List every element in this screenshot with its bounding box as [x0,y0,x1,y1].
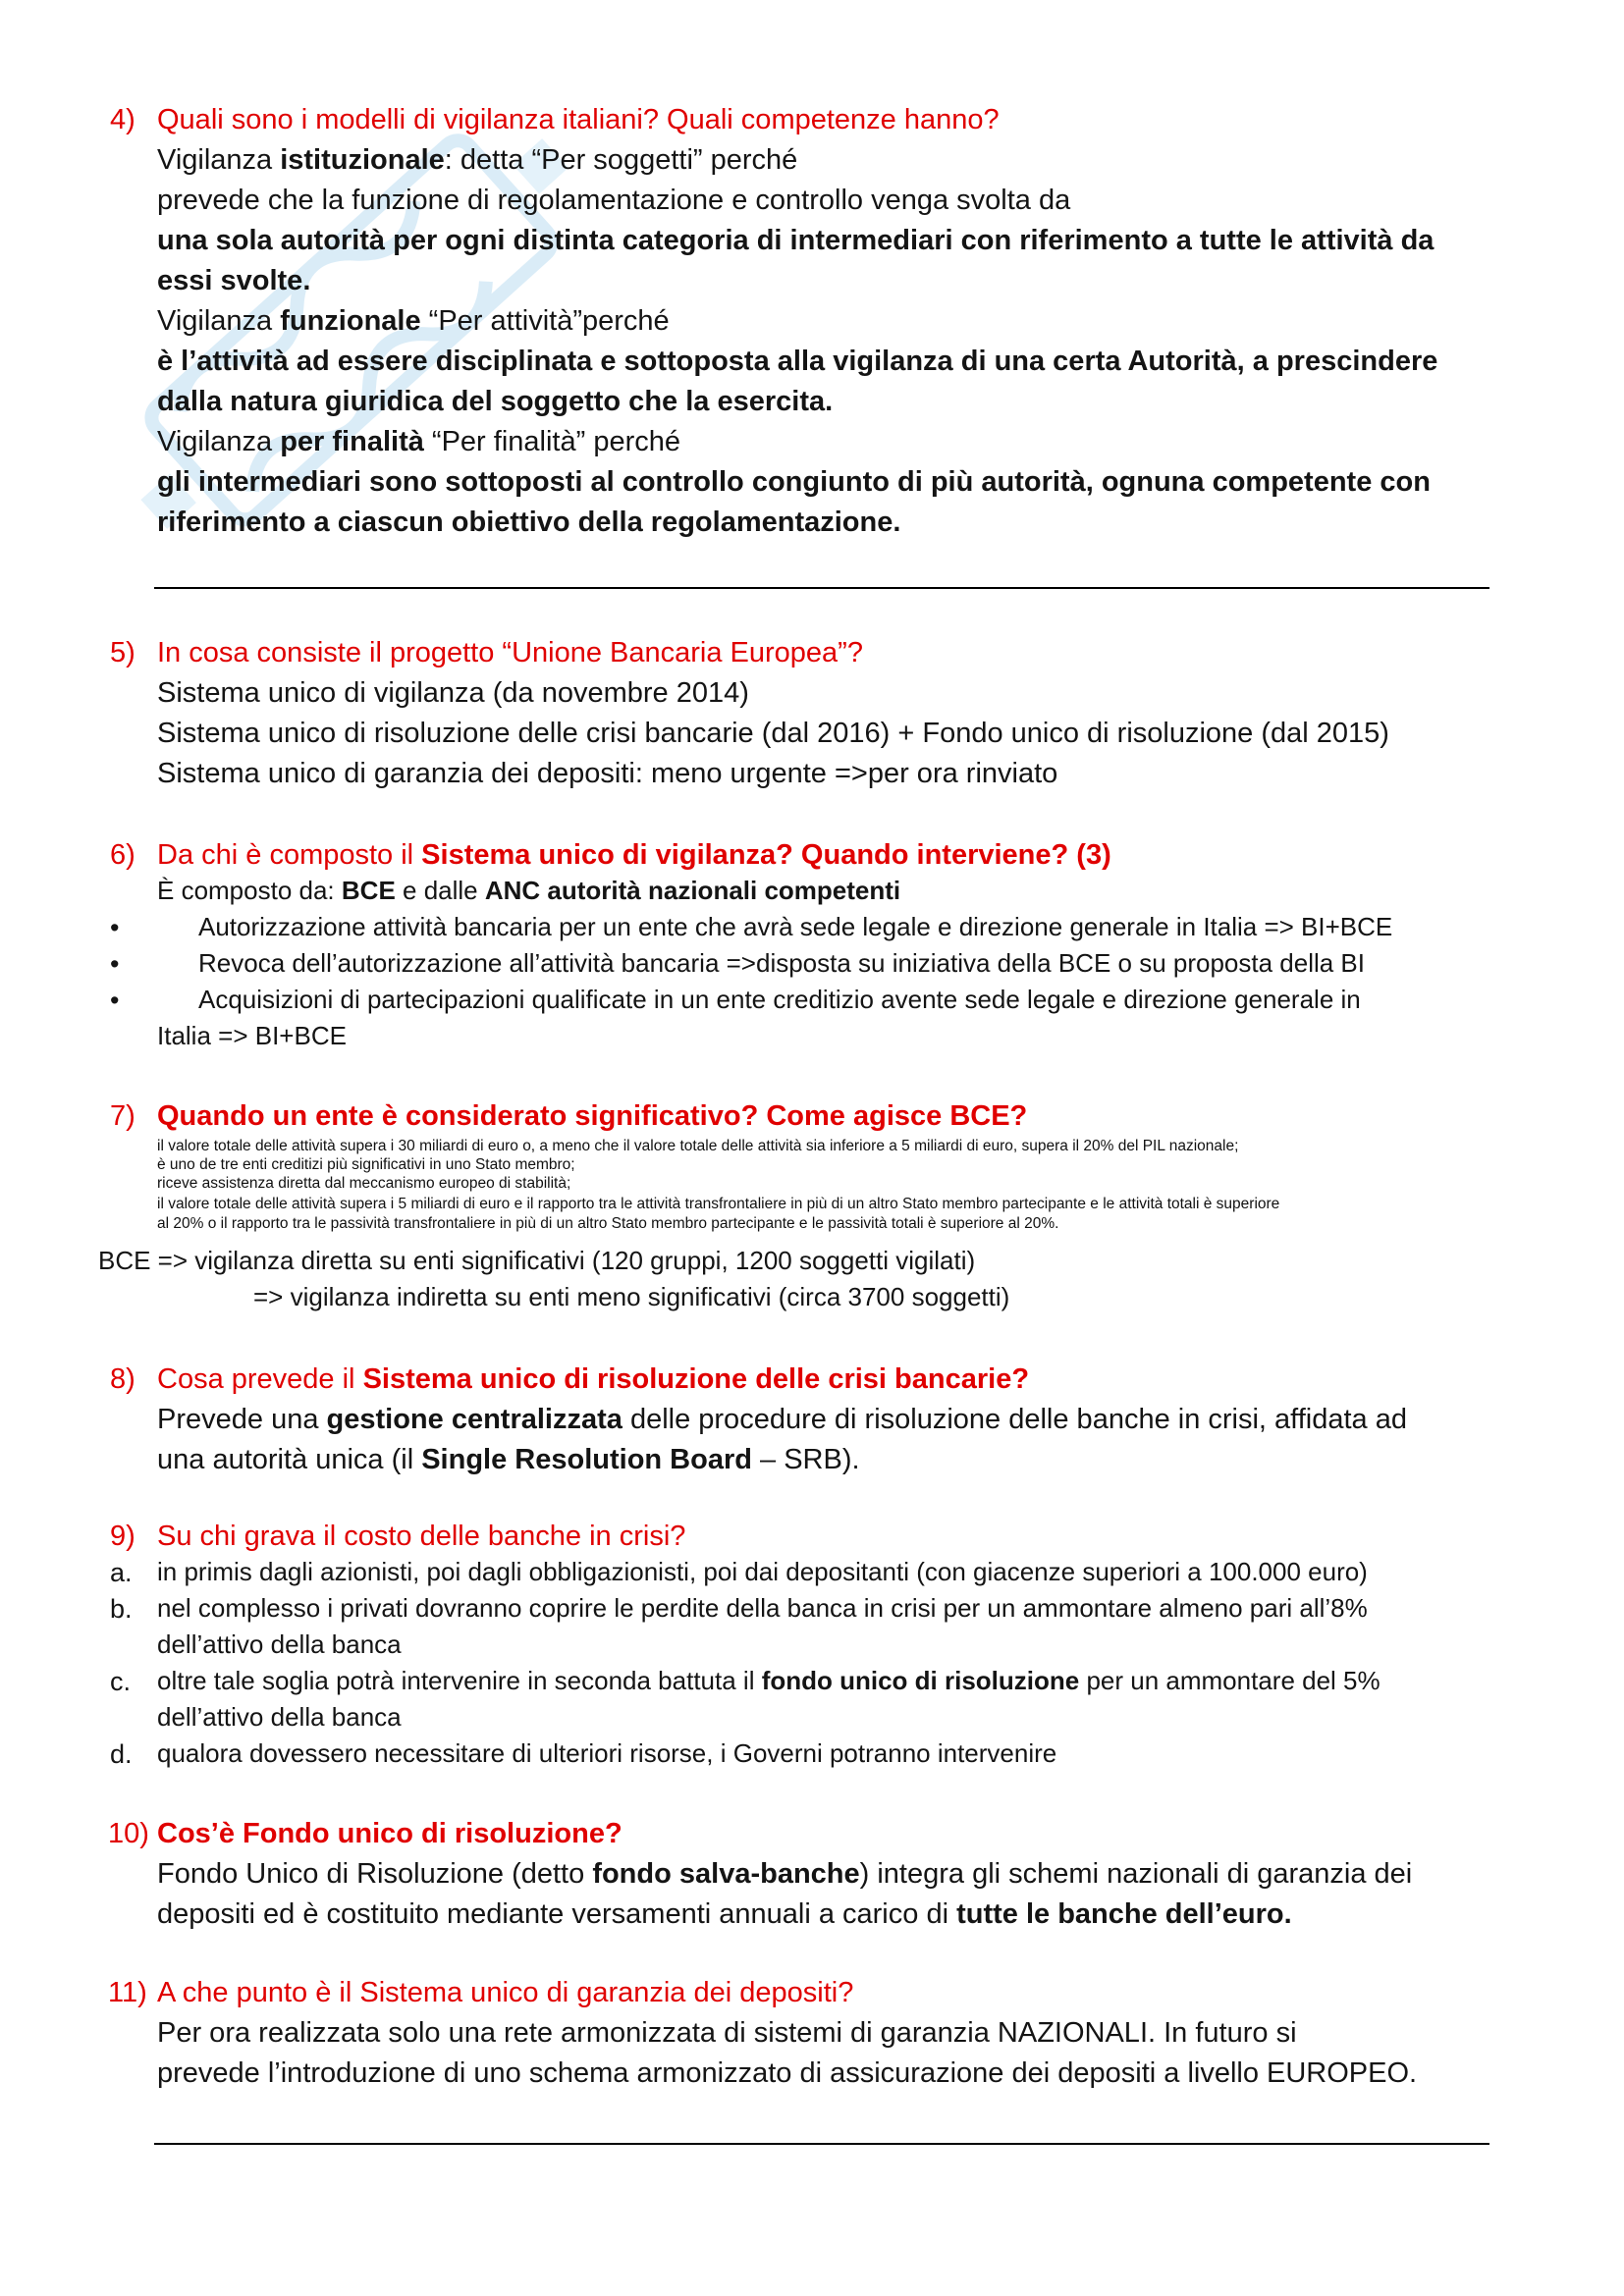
list-item: in primis dagli azionisti, poi dagli obbligazionisti, poi dai depositanti (con giacenze superiori a 100.000 euro) [157,1557,1368,1586]
list-item: qualora dovessero necessitare di ulteriori risorse, i Governi potranno intervenire [157,1738,1057,1768]
list-item: oltre tale soglia potrà intervenire in seconda battuta il fondo unico di risoluzione per un ammontare del 5% [157,1666,1380,1695]
question-number: 10) [108,1818,149,1849]
list-marker: a. [110,1558,133,1587]
question-heading: In cosa consiste il progetto “Unione Bancaria Europea”? [157,637,863,668]
paragraph-line: Vigilanza istituzionale: detta “Per soggetti” perché [157,144,798,176]
question-heading: Su chi grava il costo delle banche in crisi? [157,1521,686,1552]
paragraph-line: una autorità unica (il Single Resolution Board – SRB). [157,1444,860,1475]
bullet-item-continuation: Italia => BI+BCE [157,1021,347,1050]
criteria-line: è uno de tre enti creditizi più significativi in uno Stato membro; [157,1156,575,1173]
bullet-item: Revoca dell’autorizzazione all’attività bancaria =>disposta su iniziativa della BCE o su proposta della BI [198,948,1366,978]
question-number: 9) [110,1521,135,1552]
paragraph-line: gli intermediari sono sottoposti al controllo congiunto di più autorità, ognuna competente con [157,466,1431,498]
question-heading: Quali sono i modelli di vigilanza italiani? Quali competenze hanno? [157,104,1000,135]
question-heading: Da chi è composto il Sistema unico di vigilanza? Quando interviene? (3) [157,839,1111,871]
question-number: 5) [110,637,135,668]
question-heading: Cosa prevede il Sistema unico di risoluzione delle crisi bancarie? [157,1363,1030,1395]
bullet-marker: • [110,949,120,979]
paragraph-line: Vigilanza funzionale “Per attività”perché [157,305,670,337]
paragraph-line: Sistema unico di garanzia dei depositi: meno urgente =>per ora rinviato [157,758,1058,789]
paragraph-line: prevede che la funzione di regolamentazione e controllo venga svolta da [157,185,1071,216]
paragraph-line: è l’attività ad essere disciplinata e sottoposta alla vigilanza di una certa Autorità, a prescindere [157,346,1438,377]
criteria-line: al 20% o il rapporto tra le passività transfrontaliere in più di un altro Stato membro partecipante e le passività totali è superiore al 20%. [157,1215,1059,1232]
paragraph-line: È composto da: BCE e dalle ANC autorità nazionali competenti [157,876,901,905]
paragraph-line: Prevede una gestione centralizzata delle procedure di risoluzione delle banche in crisi, affidata ad [157,1404,1407,1435]
paragraph-line: Per ora realizzata solo una rete armonizzata di sistemi di garanzia NAZIONALI. In futuro si [157,2017,1297,2049]
question-number: 8) [110,1363,135,1395]
criteria-line: il valore totale delle attività supera i 5 miliardi di euro e il rapporto tra le attività transfrontaliere in più di un altro Stato membro partecipante e le attività totali è superiore [157,1196,1280,1212]
question-number: 11) [108,1977,147,2008]
paragraph-line: una sola autorità per ogni distinta categoria di intermediari con riferimento a tutte le attività da [157,225,1435,256]
horizontal-rule [154,587,1489,589]
bullet-marker: • [110,913,120,942]
question-heading: A che punto è il Sistema unico di garanzia dei depositi? [157,1977,854,2008]
question-number: 7) [110,1100,135,1132]
paragraph-line: essi svolte. [157,265,311,296]
bullet-item: Autorizzazione attività bancaria per un ente che avrà sede legale e direzione generale in Italia => BI+BCE [198,912,1393,941]
list-marker: d. [110,1739,133,1769]
question-number: 4) [110,104,135,135]
paragraph-line: dalla natura giuridica del soggetto che la esercita. [157,386,834,417]
list-item-continuation: dell’attivo della banca [157,1629,402,1659]
question-number: 6) [110,839,135,871]
paragraph-line: Sistema unico di vigilanza (da novembre 2014) [157,677,749,709]
paragraph-line: => vigilanza indiretta su enti meno significativi (circa 3700 soggetti) [253,1282,1010,1311]
question-heading: Cos’è Fondo unico di risoluzione? [157,1818,623,1849]
bullet-marker: • [110,986,120,1015]
criteria-line: il valore totale delle attività supera i 30 miliardi di euro o, a meno che il valore totale delle attività sia inferiore a 5 miliardi di euro, supera il 20% del PIL nazionale; [157,1138,1239,1154]
list-marker: b. [110,1594,133,1624]
horizontal-rule [154,2143,1489,2145]
paragraph-line: BCE => vigilanza diretta su enti significativi (120 gruppi, 1200 soggetti vigilati) [98,1246,976,1275]
paragraph-line: Sistema unico di risoluzione delle crisi bancarie (dal 2016) + Fondo unico di risoluzione (dal 2015) [157,718,1389,749]
paragraph-line: prevede l’introduzione di uno schema armonizzato di assicurazione dei depositi a livello EUROPEO. [157,2057,1418,2089]
bullet-item: Acquisizioni di partecipazioni qualificate in un ente creditizio avente sede legale e direzione generale in [198,985,1361,1014]
list-marker: c. [110,1667,132,1696]
paragraph-line: Vigilanza per finalità “Per finalità” perché [157,426,680,457]
paragraph-line: Fondo Unico di Risoluzione (detto fondo salva-banche) integra gli schemi nazionali di garanzia dei [157,1858,1413,1890]
criteria-line: riceve assistenza diretta dal meccanismo europeo di stabilità; [157,1175,571,1192]
paragraph-line: depositi ed è costituito mediante versamenti annuali a carico di tutte le banche dell’euro. [157,1898,1292,1930]
paragraph-line: riferimento a ciascun obiettivo della regolamentazione. [157,507,901,538]
question-heading: Quando un ente è considerato significativo? Come agisce BCE? [157,1100,1028,1132]
list-item-continuation: dell’attivo della banca [157,1702,402,1732]
list-item: nel complesso i privati dovranno coprire le perdite della banca in crisi per un ammontare almeno pari all’8% [157,1593,1368,1623]
